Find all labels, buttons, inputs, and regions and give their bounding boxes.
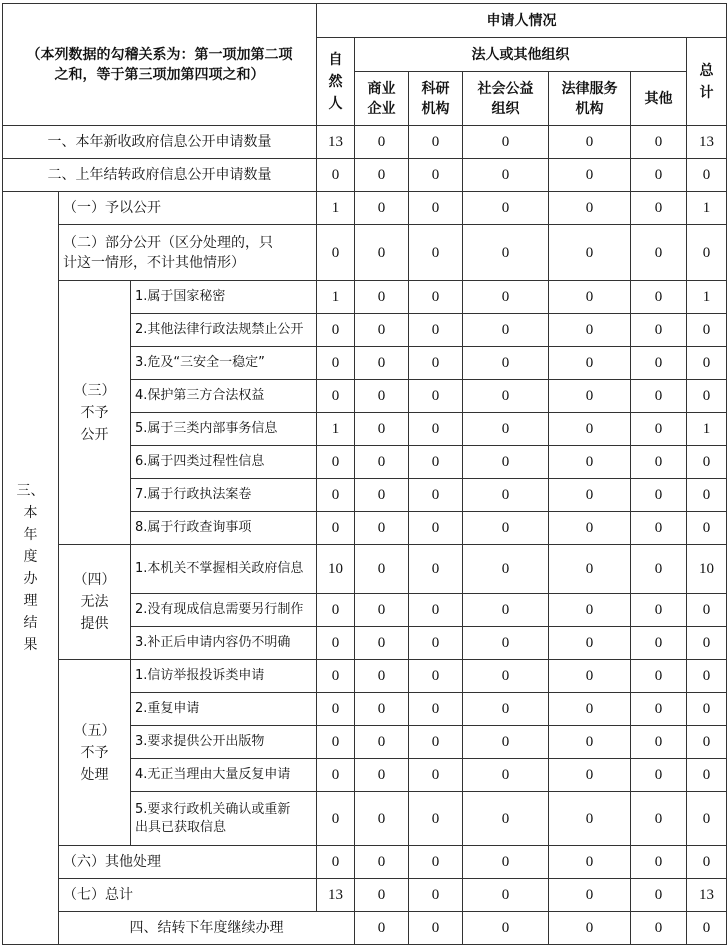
cell-value: 0 xyxy=(549,159,631,192)
cell-value: 0 xyxy=(463,281,549,314)
header-col-text: 商业 xyxy=(367,80,396,97)
cell-value: 0 xyxy=(631,846,687,879)
row-label: 3.危及“三安全一稳定” xyxy=(131,347,317,380)
cell-value: 0 xyxy=(355,792,409,846)
header-col-text: 机构 xyxy=(575,100,604,117)
cell-value: 1 xyxy=(317,413,355,446)
row-label: 1.信访举报投诉类申请 xyxy=(131,660,317,693)
cell-value: 0 xyxy=(355,545,409,594)
section3-char: 结 xyxy=(23,615,38,631)
row-label-line: 出具已获取信息 xyxy=(135,819,227,835)
cell-value: 0 xyxy=(631,225,687,281)
cell-value: 0 xyxy=(355,192,409,225)
table-row xyxy=(3,545,727,594)
cell-value: 0 xyxy=(687,380,727,413)
cell-value: 0 xyxy=(355,846,409,879)
cell-value: 0 xyxy=(687,225,727,281)
cell-value: 0 xyxy=(409,314,463,347)
row-label-line: （二）部分公开（区分处理的，只 xyxy=(63,234,273,251)
cell-value: 0 xyxy=(463,126,549,159)
group-label-line: 不予 xyxy=(80,744,109,761)
cell-value: 0 xyxy=(317,792,355,846)
header-col-business xyxy=(355,72,409,126)
table-row xyxy=(3,192,727,225)
cell-value: 13 xyxy=(317,879,355,912)
cell-value: 0 xyxy=(355,413,409,446)
row-label-line: 5.要求行政机关确认或重新 xyxy=(135,801,291,817)
cell-value: 0 xyxy=(317,594,355,627)
cell-value: 0 xyxy=(549,126,631,159)
group-label-line: 提供 xyxy=(80,616,109,632)
cell-value: 0 xyxy=(631,479,687,512)
table-row xyxy=(3,660,727,693)
cell-value: 0 xyxy=(463,159,549,192)
cell-value: 0 xyxy=(409,545,463,594)
section3-label xyxy=(3,192,59,945)
cell-value: 0 xyxy=(463,792,549,846)
table-row xyxy=(3,281,727,314)
group-label-line: （四） xyxy=(73,572,116,588)
row-label: 3.补正后申请内容仍不明确 xyxy=(131,627,317,660)
group5-label xyxy=(59,660,131,846)
cell-value: 1 xyxy=(687,192,727,225)
row-label xyxy=(59,225,317,281)
cell-value: 0 xyxy=(463,660,549,693)
cell-value: 0 xyxy=(409,159,463,192)
cell-value: 0 xyxy=(549,660,631,693)
cell-value: 0 xyxy=(631,446,687,479)
header-natural-person xyxy=(317,38,355,126)
header-total-char: 总 xyxy=(699,62,714,79)
cell-value: 0 xyxy=(463,693,549,726)
cell-value: 0 xyxy=(631,594,687,627)
group-label-line: 处理 xyxy=(80,766,109,783)
row-label: 5.属于三类内部事务信息 xyxy=(131,413,317,446)
section3-char: 果 xyxy=(23,637,38,653)
header-col-text: 法律服务 xyxy=(561,80,618,97)
header-col-text: 机构 xyxy=(421,100,450,117)
cell-value: 0 xyxy=(409,446,463,479)
cell-value: 1 xyxy=(687,413,727,446)
header-note xyxy=(3,4,317,126)
cell-value: 0 xyxy=(409,413,463,446)
group3-label xyxy=(59,281,131,545)
row-label: 2.没有现成信息需要另行制作 xyxy=(131,594,317,627)
cell-value: 0 xyxy=(317,512,355,545)
header-col-text: 科研 xyxy=(421,80,450,97)
cell-value: 0 xyxy=(463,627,549,660)
cell-value: 0 xyxy=(549,759,631,792)
cell-value: 0 xyxy=(409,225,463,281)
row-label: （一）予以公开 xyxy=(59,192,317,225)
cell-value: 0 xyxy=(317,314,355,347)
cell-value: 0 xyxy=(463,446,549,479)
cell-value: 0 xyxy=(355,281,409,314)
row-label: 四、结转下年度继续办理 xyxy=(59,912,355,945)
cell-value: 0 xyxy=(463,846,549,879)
cell-value: 13 xyxy=(317,126,355,159)
row-label: 1.本机关不掌握相关政府信息 xyxy=(131,545,317,594)
cell-value: 0 xyxy=(549,627,631,660)
cell-value: 0 xyxy=(409,660,463,693)
cell-value: 0 xyxy=(317,225,355,281)
section3-char: 本 xyxy=(23,505,38,521)
cell-value: 0 xyxy=(549,693,631,726)
cell-value: 0 xyxy=(631,627,687,660)
cell-value: 0 xyxy=(317,693,355,726)
cell-value: 0 xyxy=(317,380,355,413)
cell-value: 0 xyxy=(463,225,549,281)
header-col-text: 社会公益 xyxy=(477,80,534,97)
cell-value: 0 xyxy=(355,726,409,759)
cell-value: 0 xyxy=(549,512,631,545)
cell-value: 0 xyxy=(355,879,409,912)
cell-value: 0 xyxy=(355,446,409,479)
cell-value: 0 xyxy=(631,281,687,314)
row-label: 一、本年新收政府信息公开申请数量 xyxy=(3,126,317,159)
cell-value: 0 xyxy=(409,846,463,879)
group-label-line: （三） xyxy=(73,382,116,399)
group4-label xyxy=(59,545,131,660)
table-row xyxy=(3,846,727,879)
cell-value: 0 xyxy=(687,347,727,380)
cell-value: 13 xyxy=(687,126,727,159)
cell-value: 0 xyxy=(631,693,687,726)
cell-value: 0 xyxy=(687,660,727,693)
cell-value: 0 xyxy=(631,912,687,945)
cell-value: 0 xyxy=(549,314,631,347)
cell-value: 0 xyxy=(549,594,631,627)
row-label: 2.其他法律行政法规禁止公开 xyxy=(131,314,317,347)
cell-value: 0 xyxy=(409,627,463,660)
section3-char: 度 xyxy=(23,549,38,565)
cell-value: 0 xyxy=(631,126,687,159)
cell-value: 0 xyxy=(355,159,409,192)
cell-value: 0 xyxy=(355,693,409,726)
cell-value: 0 xyxy=(631,314,687,347)
cell-value: 0 xyxy=(631,347,687,380)
cell-value: 0 xyxy=(409,759,463,792)
section3-char: 办 xyxy=(23,571,38,587)
cell-value: 0 xyxy=(409,792,463,846)
header-note-line1: （本列数据的勾稽关系为：第一项加第二项 xyxy=(26,46,293,63)
cell-value: 0 xyxy=(409,879,463,912)
header-applicant: 申请人情况 xyxy=(317,4,727,38)
cell-value: 0 xyxy=(317,479,355,512)
cell-value: 0 xyxy=(687,512,727,545)
table-row xyxy=(3,126,727,159)
cell-value: 0 xyxy=(549,446,631,479)
row-label: 1.属于国家秘密 xyxy=(131,281,317,314)
table-row xyxy=(3,159,727,192)
cell-value: 0 xyxy=(463,545,549,594)
cell-value: 0 xyxy=(463,380,549,413)
cell-value: 0 xyxy=(463,759,549,792)
cell-value: 0 xyxy=(549,545,631,594)
cell-value: 0 xyxy=(355,380,409,413)
cell-value: 0 xyxy=(549,281,631,314)
cell-value: 0 xyxy=(687,912,727,945)
group-label-line: 不予 xyxy=(80,404,109,421)
gov-info-request-table xyxy=(2,3,727,945)
cell-value: 0 xyxy=(463,347,549,380)
cell-value: 0 xyxy=(631,792,687,846)
cell-value: 0 xyxy=(355,512,409,545)
cell-value: 0 xyxy=(317,446,355,479)
header-total xyxy=(687,38,727,126)
group-label-line: 无法 xyxy=(80,594,109,610)
cell-value: 0 xyxy=(463,413,549,446)
cell-value: 0 xyxy=(355,759,409,792)
row-label: 8.属于行政查询事项 xyxy=(131,512,317,545)
row-label: 4.保护第三方合法权益 xyxy=(131,380,317,413)
cell-value: 0 xyxy=(631,879,687,912)
header-natural-person-char: 人 xyxy=(328,95,343,112)
header-col-text: 其他 xyxy=(644,90,673,107)
cell-value: 0 xyxy=(687,846,727,879)
cell-value: 0 xyxy=(631,660,687,693)
cell-value: 0 xyxy=(549,726,631,759)
header-col-research xyxy=(409,72,463,126)
cell-value: 0 xyxy=(687,314,727,347)
cell-value: 0 xyxy=(631,380,687,413)
cell-value: 0 xyxy=(549,879,631,912)
row-label: 3.要求提供公开出版物 xyxy=(131,726,317,759)
cell-value: 0 xyxy=(355,225,409,281)
table-row xyxy=(3,879,727,912)
cell-value: 0 xyxy=(687,627,727,660)
cell-value: 0 xyxy=(355,912,409,945)
section3-char: 年 xyxy=(23,527,38,543)
cell-value: 0 xyxy=(631,759,687,792)
cell-value: 0 xyxy=(687,594,727,627)
group-label-line: 公开 xyxy=(80,426,109,443)
cell-value: 0 xyxy=(355,479,409,512)
cell-value: 0 xyxy=(355,126,409,159)
cell-value: 0 xyxy=(317,846,355,879)
table-row xyxy=(3,912,727,945)
cell-value: 0 xyxy=(549,192,631,225)
cell-value: 0 xyxy=(317,347,355,380)
row-label: 6.属于四类过程性信息 xyxy=(131,446,317,479)
cell-value: 0 xyxy=(687,759,727,792)
cell-value: 0 xyxy=(631,545,687,594)
row-label xyxy=(131,792,317,846)
cell-value: 0 xyxy=(463,594,549,627)
table-row xyxy=(3,225,727,281)
cell-value: 0 xyxy=(317,726,355,759)
cell-value: 0 xyxy=(631,413,687,446)
cell-value: 0 xyxy=(409,126,463,159)
cell-value: 0 xyxy=(317,660,355,693)
cell-value: 10 xyxy=(317,545,355,594)
row-label: （六）其他处理 xyxy=(59,846,317,879)
header-natural-person-char: 然 xyxy=(328,73,343,90)
cell-value: 0 xyxy=(463,879,549,912)
cell-value: 0 xyxy=(355,627,409,660)
header-total-char: 计 xyxy=(699,84,714,101)
header-note-line2: 之和，等于第三项加第四项之和） xyxy=(54,66,265,83)
cell-value: 0 xyxy=(409,347,463,380)
cell-value: 0 xyxy=(631,159,687,192)
cell-value: 0 xyxy=(687,479,727,512)
header-col-text: 企业 xyxy=(367,100,396,117)
cell-value: 0 xyxy=(463,912,549,945)
row-label-line: 计这一情形，不计其他情形） xyxy=(63,254,245,271)
cell-value: 0 xyxy=(355,660,409,693)
cell-value: 0 xyxy=(549,912,631,945)
cell-value: 0 xyxy=(549,380,631,413)
cell-value: 0 xyxy=(409,512,463,545)
cell-value: 0 xyxy=(409,912,463,945)
cell-value: 13 xyxy=(687,879,727,912)
cell-value: 0 xyxy=(687,726,727,759)
cell-value: 0 xyxy=(355,594,409,627)
header-col-public-welfare xyxy=(463,72,549,126)
row-label: （七）总计 xyxy=(59,879,317,912)
cell-value: 1 xyxy=(317,281,355,314)
cell-value: 0 xyxy=(631,512,687,545)
cell-value: 0 xyxy=(409,594,463,627)
cell-value: 0 xyxy=(549,792,631,846)
cell-value: 0 xyxy=(355,314,409,347)
row-label: 2.重复申请 xyxy=(131,693,317,726)
cell-value: 0 xyxy=(687,159,727,192)
cell-value: 0 xyxy=(317,627,355,660)
row-label: 二、上年结转政府信息公开申请数量 xyxy=(3,159,317,192)
cell-value: 0 xyxy=(463,314,549,347)
cell-value: 0 xyxy=(409,192,463,225)
cell-value: 0 xyxy=(687,693,727,726)
cell-value: 1 xyxy=(687,281,727,314)
cell-value: 0 xyxy=(549,846,631,879)
cell-value: 0 xyxy=(463,192,549,225)
group-label-line: （五） xyxy=(73,722,116,739)
cell-value: 0 xyxy=(317,759,355,792)
cell-value: 0 xyxy=(409,726,463,759)
header-natural-person-char: 自 xyxy=(328,51,343,68)
cell-value: 0 xyxy=(687,792,727,846)
cell-value: 0 xyxy=(409,281,463,314)
cell-value: 0 xyxy=(549,479,631,512)
cell-value: 0 xyxy=(549,225,631,281)
cell-value: 0 xyxy=(687,446,727,479)
cell-value: 0 xyxy=(463,512,549,545)
cell-value: 0 xyxy=(549,413,631,446)
cell-value: 0 xyxy=(355,347,409,380)
cell-value: 0 xyxy=(409,479,463,512)
cell-value: 0 xyxy=(409,693,463,726)
header-col-text: 组织 xyxy=(491,100,520,117)
cell-value: 0 xyxy=(549,347,631,380)
row-label: 4.无正当理由大量反复申请 xyxy=(131,759,317,792)
section3-char: 理 xyxy=(23,593,38,609)
cell-value: 0 xyxy=(631,726,687,759)
row-label: 7.属于行政执法案卷 xyxy=(131,479,317,512)
section3-char: 三、 xyxy=(16,483,45,499)
cell-value: 0 xyxy=(409,380,463,413)
cell-value: 0 xyxy=(463,726,549,759)
cell-value: 0 xyxy=(463,479,549,512)
header-col-legal-service xyxy=(549,72,631,126)
cell-value: 0 xyxy=(317,159,355,192)
cell-value: 1 xyxy=(317,192,355,225)
header-legal-group: 法人或其他组织 xyxy=(355,38,687,72)
cell-value: 10 xyxy=(687,545,727,594)
cell-value: 0 xyxy=(631,192,687,225)
header-col-other xyxy=(631,72,687,126)
